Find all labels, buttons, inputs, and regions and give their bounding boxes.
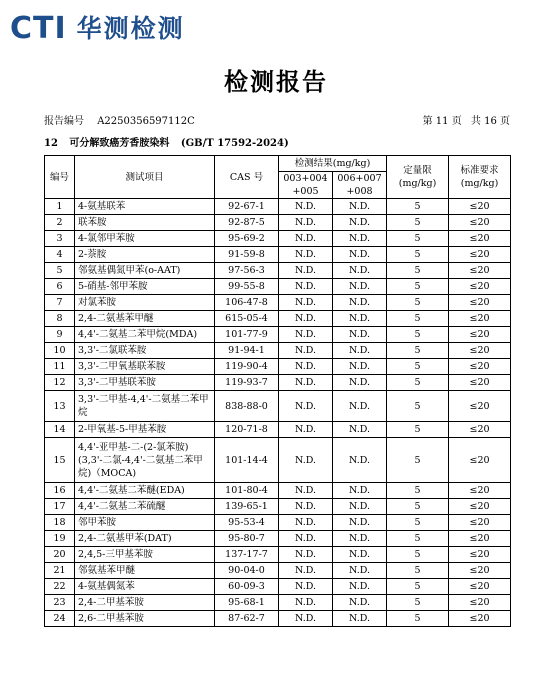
table-row: [45, 327, 511, 343]
table-row: [45, 611, 511, 627]
row-requirement: ≤20: [449, 263, 511, 279]
row-cas: 101-77-9: [215, 327, 279, 343]
row-result-2: N.D.: [333, 311, 387, 327]
row-cas: 95-80-7: [215, 531, 279, 547]
row-cas: 97-56-3: [215, 263, 279, 279]
row-number: 13: [45, 391, 75, 422]
row-result-1: N.D.: [279, 263, 333, 279]
table-row: [45, 311, 511, 327]
row-requirement: ≤20: [449, 563, 511, 579]
row-cas: 119-93-7: [215, 375, 279, 391]
row-number: 23: [45, 595, 75, 611]
row-cas: 87-62-7: [215, 611, 279, 627]
row-limit: 5: [387, 199, 449, 215]
row-cas: 60-09-3: [215, 579, 279, 595]
row-item: 4,4'-二氨基二苯硫醚: [75, 499, 215, 515]
row-result-1: N.D.: [279, 231, 333, 247]
row-cas: 139-65-1: [215, 499, 279, 515]
report-number-value: A2250356597112C: [97, 116, 195, 127]
row-limit: 5: [387, 547, 449, 563]
row-result-2: N.D.: [333, 327, 387, 343]
row-limit: 5: [387, 438, 449, 483]
row-requirement: ≤20: [449, 359, 511, 375]
table-row: [45, 595, 511, 611]
table-row: [45, 343, 511, 359]
row-item: 2-甲氧基-5-甲基苯胺: [75, 422, 215, 438]
table-row: [45, 231, 511, 247]
row-limit: 5: [387, 611, 449, 627]
row-limit: 5: [387, 231, 449, 247]
row-result-1: N.D.: [279, 579, 333, 595]
row-cas: 91-94-1: [215, 343, 279, 359]
row-result-1: N.D.: [279, 422, 333, 438]
row-result-1: N.D.: [279, 279, 333, 295]
report-number: [44, 112, 195, 127]
section-title: 可分解致癌芳香胺染料: [69, 138, 170, 149]
row-cas: 92-87-5: [215, 215, 279, 231]
row-result-2: N.D.: [333, 611, 387, 627]
row-result-1: N.D.: [279, 311, 333, 327]
row-item: 2,4,5-三甲基苯胺: [75, 547, 215, 563]
table-row: [45, 247, 511, 263]
row-result-2: N.D.: [333, 563, 387, 579]
row-requirement: ≤20: [449, 611, 511, 627]
row-requirement: ≤20: [449, 499, 511, 515]
row-number: 16: [45, 483, 75, 499]
table-row: [45, 359, 511, 375]
row-result-2: N.D.: [333, 375, 387, 391]
row-limit: 5: [387, 359, 449, 375]
row-requirement: ≤20: [449, 247, 511, 263]
row-cas: 91-59-8: [215, 247, 279, 263]
row-result-1: N.D.: [279, 611, 333, 627]
row-item: 4,4'-二氨基二苯醚(EDA): [75, 483, 215, 499]
row-item: 4-氯邻甲苯胺: [75, 231, 215, 247]
row-item: 3,3'-二氯联苯胺: [75, 343, 215, 359]
row-limit: 5: [387, 263, 449, 279]
header-sample-1: 003+004 +005: [279, 172, 333, 199]
row-item: 3,3'-二甲氧基联苯胺: [75, 359, 215, 375]
row-limit: 5: [387, 595, 449, 611]
row-result-2: N.D.: [333, 215, 387, 231]
row-result-2: N.D.: [333, 279, 387, 295]
row-item: 3,3'-二甲基-4,4'-二氨基二苯甲烷: [75, 391, 215, 422]
row-cas: 101-14-4: [215, 438, 279, 483]
row-limit: 5: [387, 343, 449, 359]
results-table: [44, 155, 511, 627]
table-row: [45, 438, 511, 483]
row-cas: 106-47-8: [215, 295, 279, 311]
row-requirement: ≤20: [449, 579, 511, 595]
row-limit: 5: [387, 279, 449, 295]
row-number: 11: [45, 359, 75, 375]
row-result-1: N.D.: [279, 563, 333, 579]
row-requirement: ≤20: [449, 483, 511, 499]
row-limit: 5: [387, 515, 449, 531]
row-result-2: N.D.: [333, 595, 387, 611]
table-row: [45, 422, 511, 438]
row-limit: 5: [387, 483, 449, 499]
header-no: 编号: [45, 156, 75, 199]
logo-brand: CTI: [10, 11, 67, 46]
header-requirement: 标准要求 (mg/kg): [449, 156, 511, 199]
row-result-1: N.D.: [279, 343, 333, 359]
row-number: 15: [45, 438, 75, 483]
row-requirement: ≤20: [449, 547, 511, 563]
row-limit: 5: [387, 391, 449, 422]
row-result-2: N.D.: [333, 499, 387, 515]
table-row: [45, 279, 511, 295]
row-number: 21: [45, 563, 75, 579]
row-requirement: ≤20: [449, 515, 511, 531]
row-result-2: N.D.: [333, 231, 387, 247]
row-cas: 101-80-4: [215, 483, 279, 499]
row-result-1: N.D.: [279, 483, 333, 499]
row-item: 对氯苯胺: [75, 295, 215, 311]
row-result-2: N.D.: [333, 547, 387, 563]
row-result-2: N.D.: [333, 438, 387, 483]
table-row: [45, 391, 511, 422]
row-requirement: ≤20: [449, 531, 511, 547]
table-row: [45, 563, 511, 579]
row-cas: 95-68-1: [215, 595, 279, 611]
table-row: [45, 499, 511, 515]
report-number-label: 报告编号: [44, 116, 84, 127]
row-number: 7: [45, 295, 75, 311]
row-result-2: N.D.: [333, 531, 387, 547]
row-result-1: N.D.: [279, 375, 333, 391]
header-cas: CAS 号: [215, 156, 279, 199]
row-item: 2,4-二氨基苯甲醚: [75, 311, 215, 327]
report-title: 检测报告: [224, 67, 328, 96]
row-limit: 5: [387, 327, 449, 343]
row-number: 5: [45, 263, 75, 279]
table-row: [45, 579, 511, 595]
row-number: 9: [45, 327, 75, 343]
table-row: [45, 547, 511, 563]
row-requirement: ≤20: [449, 231, 511, 247]
row-number: 14: [45, 422, 75, 438]
row-cas: 95-69-2: [215, 231, 279, 247]
row-requirement: ≤20: [449, 438, 511, 483]
logo-name: 华测检测: [76, 14, 185, 43]
row-result-2: N.D.: [333, 199, 387, 215]
row-item: 4-氨基偶氮苯: [75, 579, 215, 595]
row-result-2: N.D.: [333, 263, 387, 279]
row-requirement: ≤20: [449, 343, 511, 359]
header-sample-2: 006+007 +008: [333, 172, 387, 199]
row-result-2: N.D.: [333, 391, 387, 422]
row-result-2: N.D.: [333, 515, 387, 531]
row-item: 4,4'-亚甲基-二-(2-氯苯胺)(3,3'-二氯-4,4'-二氨基二苯甲烷)（MOCA): [75, 438, 215, 483]
row-limit: 5: [387, 215, 449, 231]
row-result-1: N.D.: [279, 515, 333, 531]
row-limit: 5: [387, 563, 449, 579]
header-limit: 定量限 (mg/kg): [387, 156, 449, 199]
row-number: 6: [45, 279, 75, 295]
row-number: 17: [45, 499, 75, 515]
header-result: 检测结果(mg/kg): [279, 156, 387, 172]
row-cas: 615-05-4: [215, 311, 279, 327]
row-number: 19: [45, 531, 75, 547]
row-cas: 137-17-7: [215, 547, 279, 563]
row-item: 4,4'-二氨基二苯甲烷(MDA): [75, 327, 215, 343]
row-requirement: ≤20: [449, 391, 511, 422]
row-result-1: N.D.: [279, 531, 333, 547]
row-result-2: N.D.: [333, 359, 387, 375]
row-requirement: ≤20: [449, 199, 511, 215]
row-result-1: N.D.: [279, 499, 333, 515]
row-requirement: ≤20: [449, 295, 511, 311]
row-requirement: ≤20: [449, 422, 511, 438]
table-row: [45, 375, 511, 391]
table-row: [45, 483, 511, 499]
row-item: 2,4-二甲基苯胺: [75, 595, 215, 611]
row-item: 邻甲苯胺: [75, 515, 215, 531]
header-item: 测试项目: [75, 156, 215, 199]
row-item: 邻氨基偶氮甲苯(o-AAT): [75, 263, 215, 279]
row-limit: 5: [387, 311, 449, 327]
row-result-1: N.D.: [279, 327, 333, 343]
table-row: [45, 515, 511, 531]
row-result-1: N.D.: [279, 391, 333, 422]
row-item: 联苯胺: [75, 215, 215, 231]
table-row: [45, 295, 511, 311]
page-indicator: [423, 112, 510, 127]
row-requirement: ≤20: [449, 327, 511, 343]
row-limit: 5: [387, 499, 449, 515]
row-limit: 5: [387, 579, 449, 595]
row-cas: 95-53-4: [215, 515, 279, 531]
table-body: [45, 199, 511, 627]
row-requirement: ≤20: [449, 311, 511, 327]
row-number: 2: [45, 215, 75, 231]
table-row: [45, 263, 511, 279]
row-result-2: N.D.: [333, 422, 387, 438]
row-number: 3: [45, 231, 75, 247]
row-item: 2,4-二氨基甲苯(DAT): [75, 531, 215, 547]
row-requirement: ≤20: [449, 375, 511, 391]
row-result-1: N.D.: [279, 295, 333, 311]
row-limit: 5: [387, 375, 449, 391]
row-result-1: N.D.: [279, 359, 333, 375]
row-number: 24: [45, 611, 75, 627]
row-number: 18: [45, 515, 75, 531]
row-item: 2-萘胺: [75, 247, 215, 263]
row-cas: 120-71-8: [215, 422, 279, 438]
row-requirement: ≤20: [449, 279, 511, 295]
row-limit: 5: [387, 531, 449, 547]
row-requirement: ≤20: [449, 595, 511, 611]
section-number: 12: [44, 138, 58, 149]
row-item: 邻氨基苯甲醚: [75, 563, 215, 579]
row-cas: 99-55-8: [215, 279, 279, 295]
row-limit: 5: [387, 422, 449, 438]
row-limit: 5: [387, 295, 449, 311]
row-result-2: N.D.: [333, 247, 387, 263]
row-result-1: N.D.: [279, 438, 333, 483]
table-row: [45, 531, 511, 547]
section-heading: [44, 134, 289, 149]
row-limit: 5: [387, 247, 449, 263]
row-cas: 119-90-4: [215, 359, 279, 375]
company-logo: [10, 12, 185, 46]
row-result-2: N.D.: [333, 343, 387, 359]
page-total: 共 16 页: [470, 116, 510, 127]
row-requirement: ≤20: [449, 215, 511, 231]
row-result-1: N.D.: [279, 215, 333, 231]
row-item: 3,3'-二甲基联苯胺: [75, 375, 215, 391]
row-item: 2,6-二甲基苯胺: [75, 611, 215, 627]
row-number: 4: [45, 247, 75, 263]
row-item: 4-氨基联苯: [75, 199, 215, 215]
row-number: 22: [45, 579, 75, 595]
row-number: 20: [45, 547, 75, 563]
row-item: 5-硝基-邻甲苯胺: [75, 279, 215, 295]
row-result-1: N.D.: [279, 595, 333, 611]
row-number: 12: [45, 375, 75, 391]
row-result-2: N.D.: [333, 483, 387, 499]
page-current: 第 11 页: [422, 116, 462, 127]
row-number: 8: [45, 311, 75, 327]
section-standard: (GB/T 17592-2024): [180, 138, 289, 149]
row-number: 1: [45, 199, 75, 215]
table-row: [45, 199, 511, 215]
row-cas: 838-88-0: [215, 391, 279, 422]
row-number: 10: [45, 343, 75, 359]
row-result-2: N.D.: [333, 295, 387, 311]
row-result-2: N.D.: [333, 579, 387, 595]
row-cas: 90-04-0: [215, 563, 279, 579]
table-row: [45, 215, 511, 231]
row-result-1: N.D.: [279, 247, 333, 263]
row-cas: 92-67-1: [215, 199, 279, 215]
row-result-1: N.D.: [279, 199, 333, 215]
row-result-1: N.D.: [279, 547, 333, 563]
